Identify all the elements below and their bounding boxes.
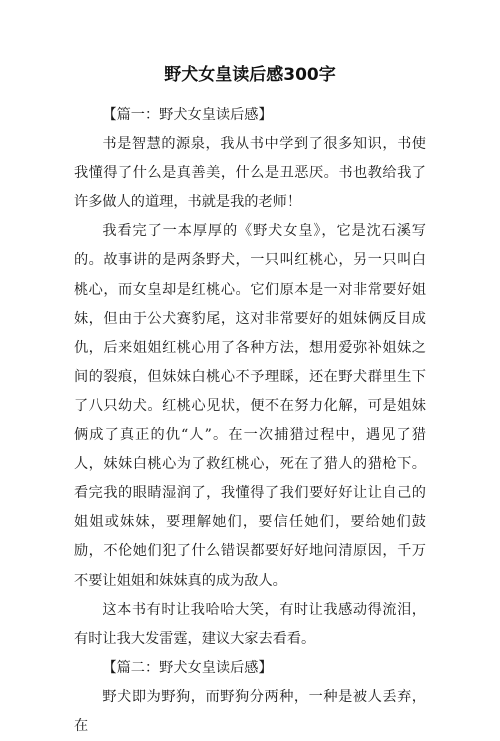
section-heading: 【篇一：野犬女皇读后感】 xyxy=(102,107,273,123)
paragraph: 书是智慧的源泉，我从书中学到了很多知识，书使我懂得了什么是真善美，什么是丑恶厌。书也教给我了许多做人的道理，书就是我的老师！ xyxy=(74,136,426,211)
paragraph: 我看完了一本厚厚的《野犬女皇》，它是沈石溪写的。故事讲的是两条野犬，一只叫红桃心，另一只叫白桃心，而女皇却是红桃心。它们原本是一对非常要好姐妹，但由于公犬赛豹尾，这对非常要好的姐妹俩反目成仇，后来姐姐红桃心用了各种方法，想用爱弥补姐妹之间的裂痕，但妹妹白桃心不予理睬，还在野犬群里生下了八只幼犬。红桃心见状，便不在努力化解，可是姐妹俩成了真正的仇“人”。在一次捕猎过程中，遇见了猎人，妹妹白桃心为了救红桃心，死在了猎人的猎枪下。看完我的眼睛湿润了，我懂得了我们要好好让让自己的姐姐或妹妹，要理解她们，要信任她们，要给她们鼓励，不伦她们犯了什么错误都要好好地问清原因，千万不要让姐姐和妹妹真的成为敌人。 xyxy=(74,223,426,589)
section-2 xyxy=(74,654,426,741)
paragraph: 野犬即为野狗，而野狗分两种，一种是被人丢弃，在 xyxy=(74,688,426,734)
document-body xyxy=(74,101,426,741)
section-1 xyxy=(74,101,426,654)
section-heading: 【篇二：野犬女皇读后感】 xyxy=(102,659,273,676)
paragraph: 这本书有时让我哈哈大笑，有时让我感动得流泪，有时让我大发雷霆，建议大家去看看。 xyxy=(74,601,426,647)
document-title: 野犬女皇读后感300字 xyxy=(164,65,336,85)
